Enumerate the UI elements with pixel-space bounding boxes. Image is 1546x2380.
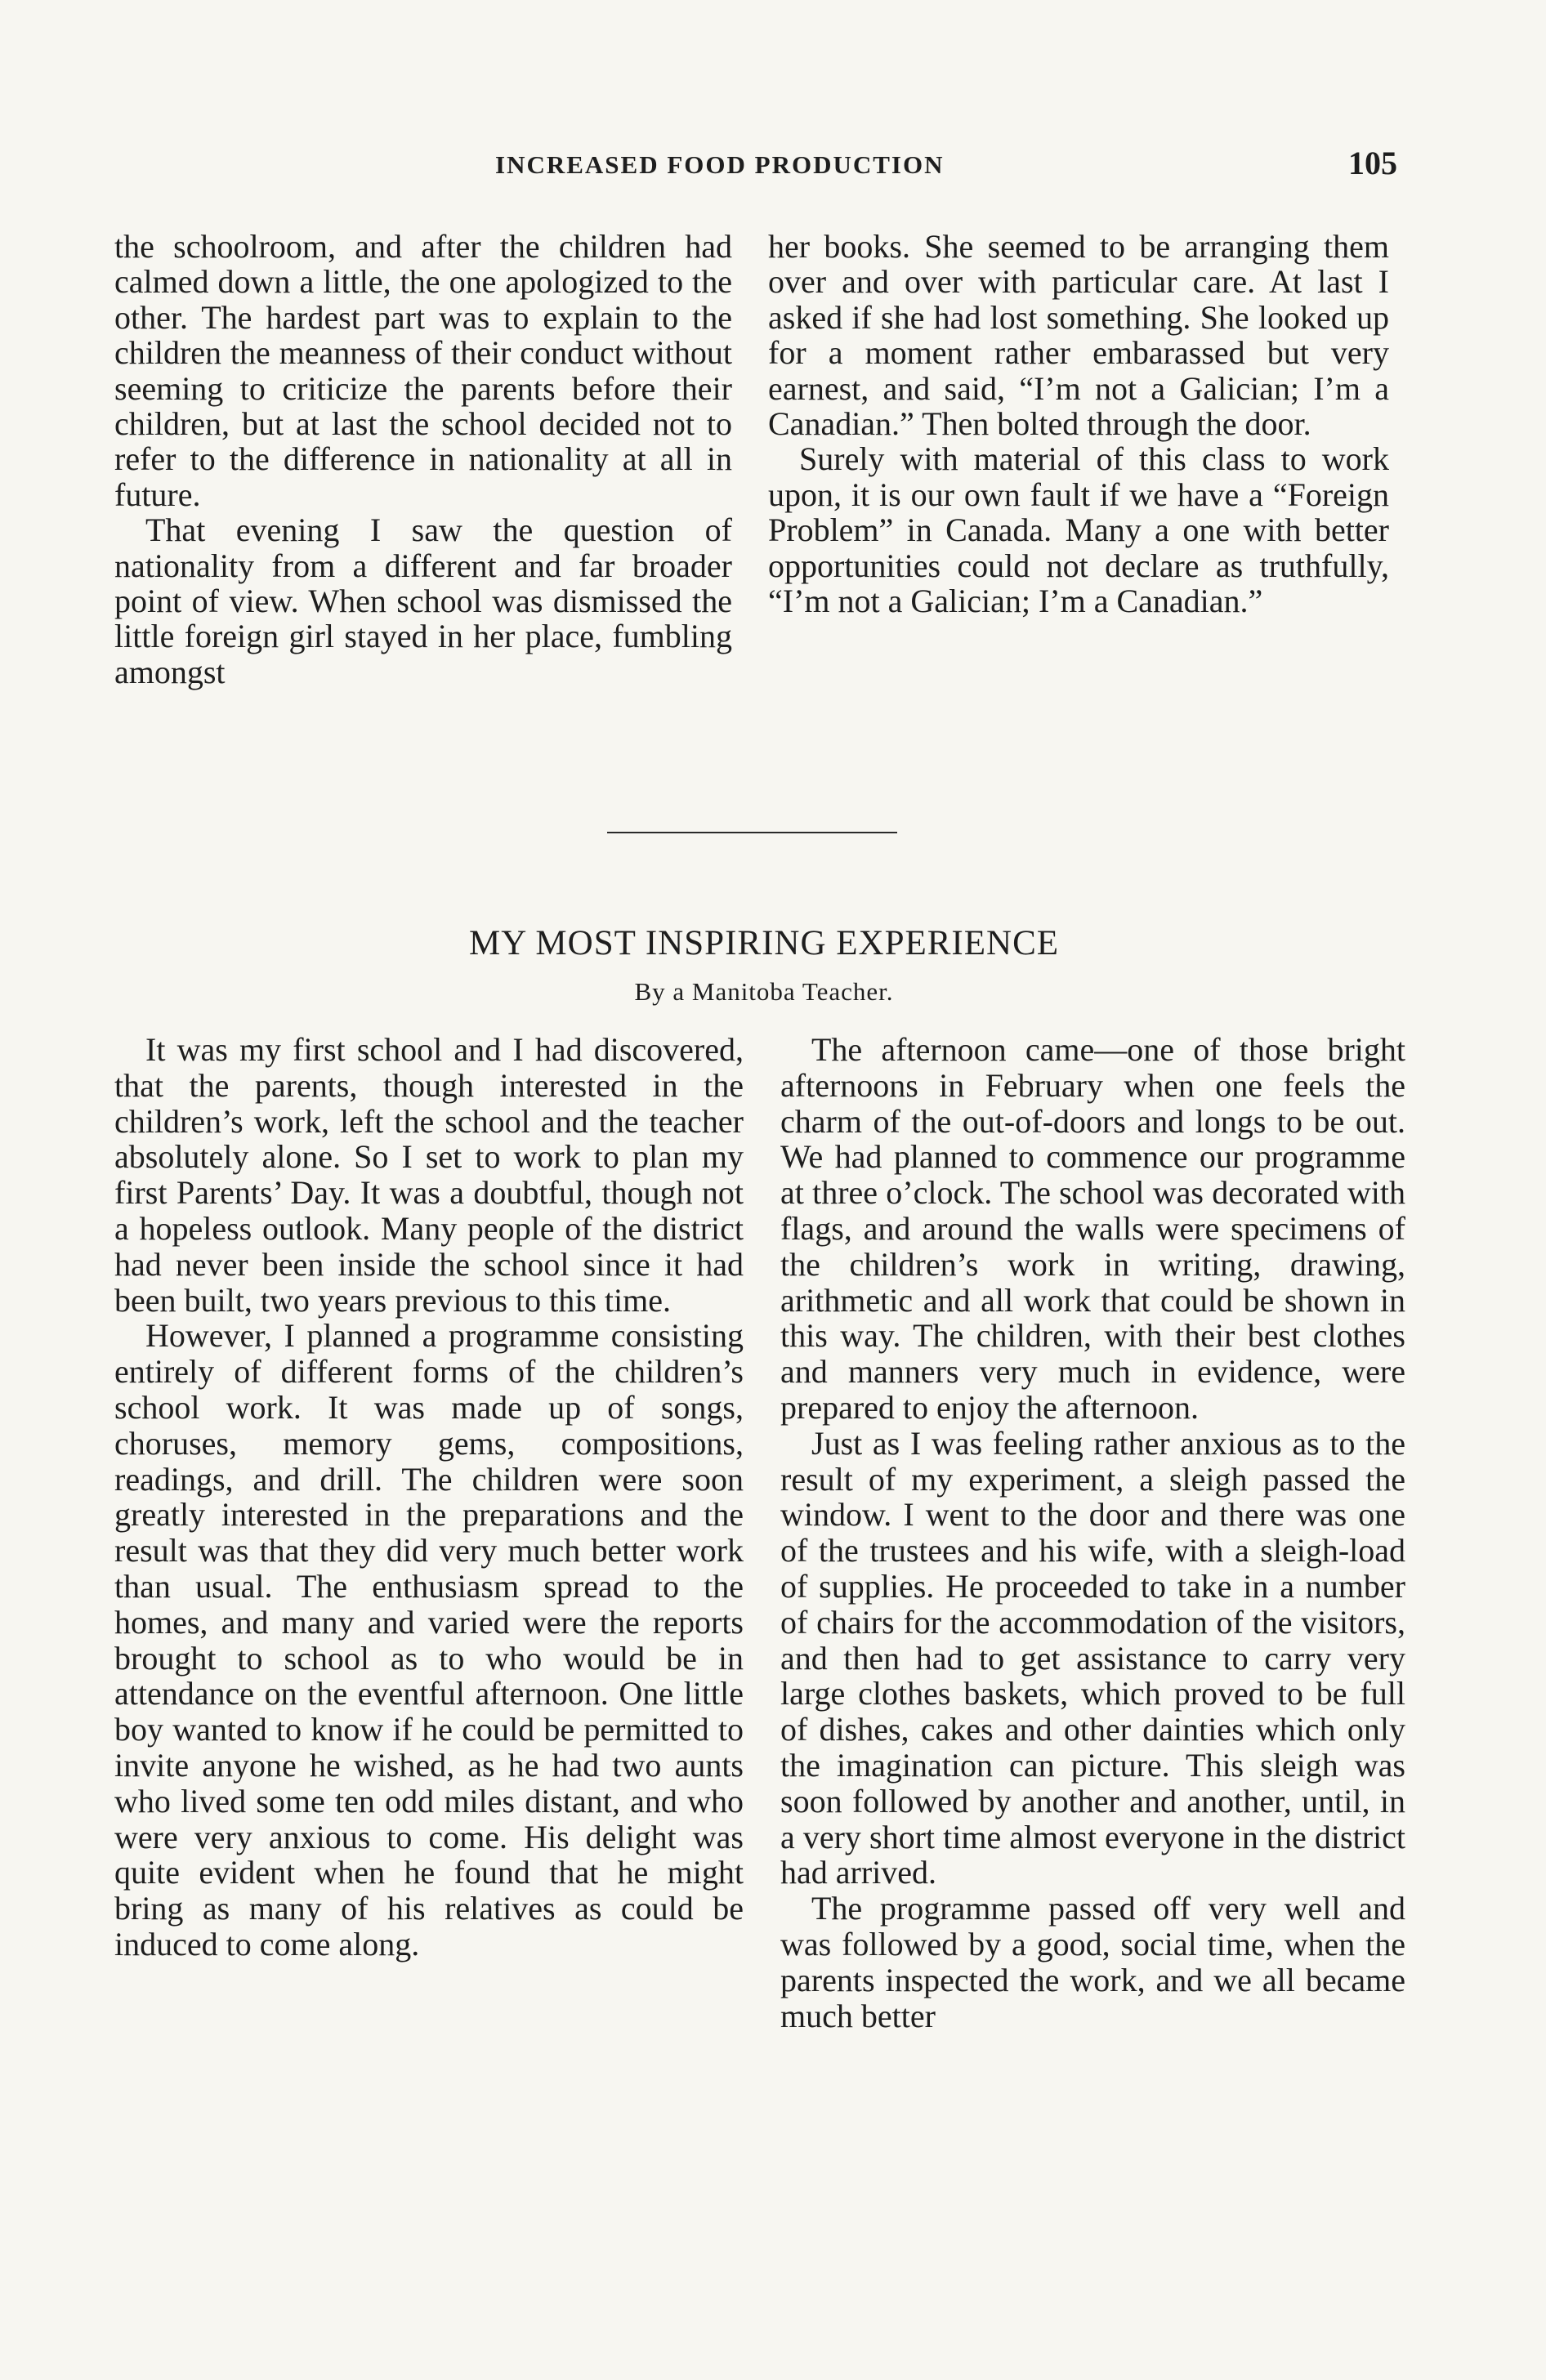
section-divider xyxy=(607,832,897,833)
paragraph: Surely with material of this class to work upon, it is our own fault if we have a “Foreign Problem” in Canada. Many a one with better opportunities could not declare as truthfully, “I’m not a Galician; I’m a Canadian.” xyxy=(768,440,1389,620)
page-number: 105 xyxy=(1348,145,1397,181)
article-left-column xyxy=(114,1032,744,1962)
paragraph: The programme passed off very well and was followed by a good, social time, when the parents inspected the work, and we all became much better xyxy=(780,1890,1405,2034)
article-byline: By a Manitoba Teacher. xyxy=(634,977,894,1006)
previous-article-right-column xyxy=(768,229,1389,618)
paragraph: That evening I saw the question of nationality from a different and far broader point of view. When school was dismissed the little foreign girl stayed in her place, fumbling amongst xyxy=(114,511,732,690)
running-head xyxy=(114,144,1405,193)
paragraph: The afternoon came—one of those bright afternoons in February when one feels the charm of the out-of-doors and longs to be out. We had planned to commence our programme at three o’clock. The school was decorated with flags, and around the walls were specimens of the children’s work in writing, drawing, arithmetic and all work that could be shown in this way. The children, with their best clothes and manners very much in evidence, were prepared to enjoy the afternoon. xyxy=(780,1031,1405,1426)
previous-article-left-column xyxy=(114,229,732,690)
paragraph: However, I planned a programme consisting entirely of different forms of the children’s school work. It was made up of songs, choruses, memory gems, compositions, readings, and drill. The children were soon greatly interested in the preparations and the result was that they did very much better work than usual. The enthusiasm spread to the homes, and many and varied were the reports brought to school as to who would be in attendance on the eventful afternoon. One little boy wanted to know if he could be permitted to invite anyone he wished, as he had two aunts who lived some ten odd miles distant, and who were very anxious to come. His delight was quite evident when he found that he might bring as many of his relatives as could be induced to come along. xyxy=(114,1317,744,1962)
article-right-column xyxy=(780,1032,1405,2034)
running-title: INCREASED FOOD PRODUCTION xyxy=(495,150,945,179)
paragraph: the schoolroom, and after the children had calmed down a little, the one apologized to the other. The hardest part was to explain to the children the meanness of their conduct without seeming to criticize the parents before their children, but at last the school decided not to refer to the difference in nationality at all in future. xyxy=(114,228,732,513)
paragraph: Just as I was feeling rather anxious as to the result of my experiment, a sleigh passed the window. I went to the door and there was one of the trustees and his wife, with a sleigh-load of supplies. He proceeded to take in a number of chairs for the accommodation of the visitors, and then had to get assistance to carry very large clothes baskets, which proved to be full of dishes, cakes and other dainties which only the imagination can picture. This sleigh was soon followed by another and another, until, in a very short time almost everyone in the district had arrived. xyxy=(780,1424,1405,1891)
paragraph: her books. She seemed to be arranging them over and over with particular care. At last I asked if she had lost something. She looked up for a moment rather embarassed but very earnest, and said, “I’m not a Galician; I’m a Canadian.” Then bolted through the door. xyxy=(768,228,1389,443)
paragraph: It was my first school and I had discovered, that the parents, though interested in the children’s work, left the school and the teacher absolutely alone. So I set to work to plan my first Parents’ Day. It was a doubtful, though not a hopeless outlook. Many people of the district had never been inside the school since it had been built, two years previous to this time. xyxy=(114,1031,744,1319)
article-title: MY MOST INSPIRING EXPERIENCE xyxy=(468,924,1060,962)
